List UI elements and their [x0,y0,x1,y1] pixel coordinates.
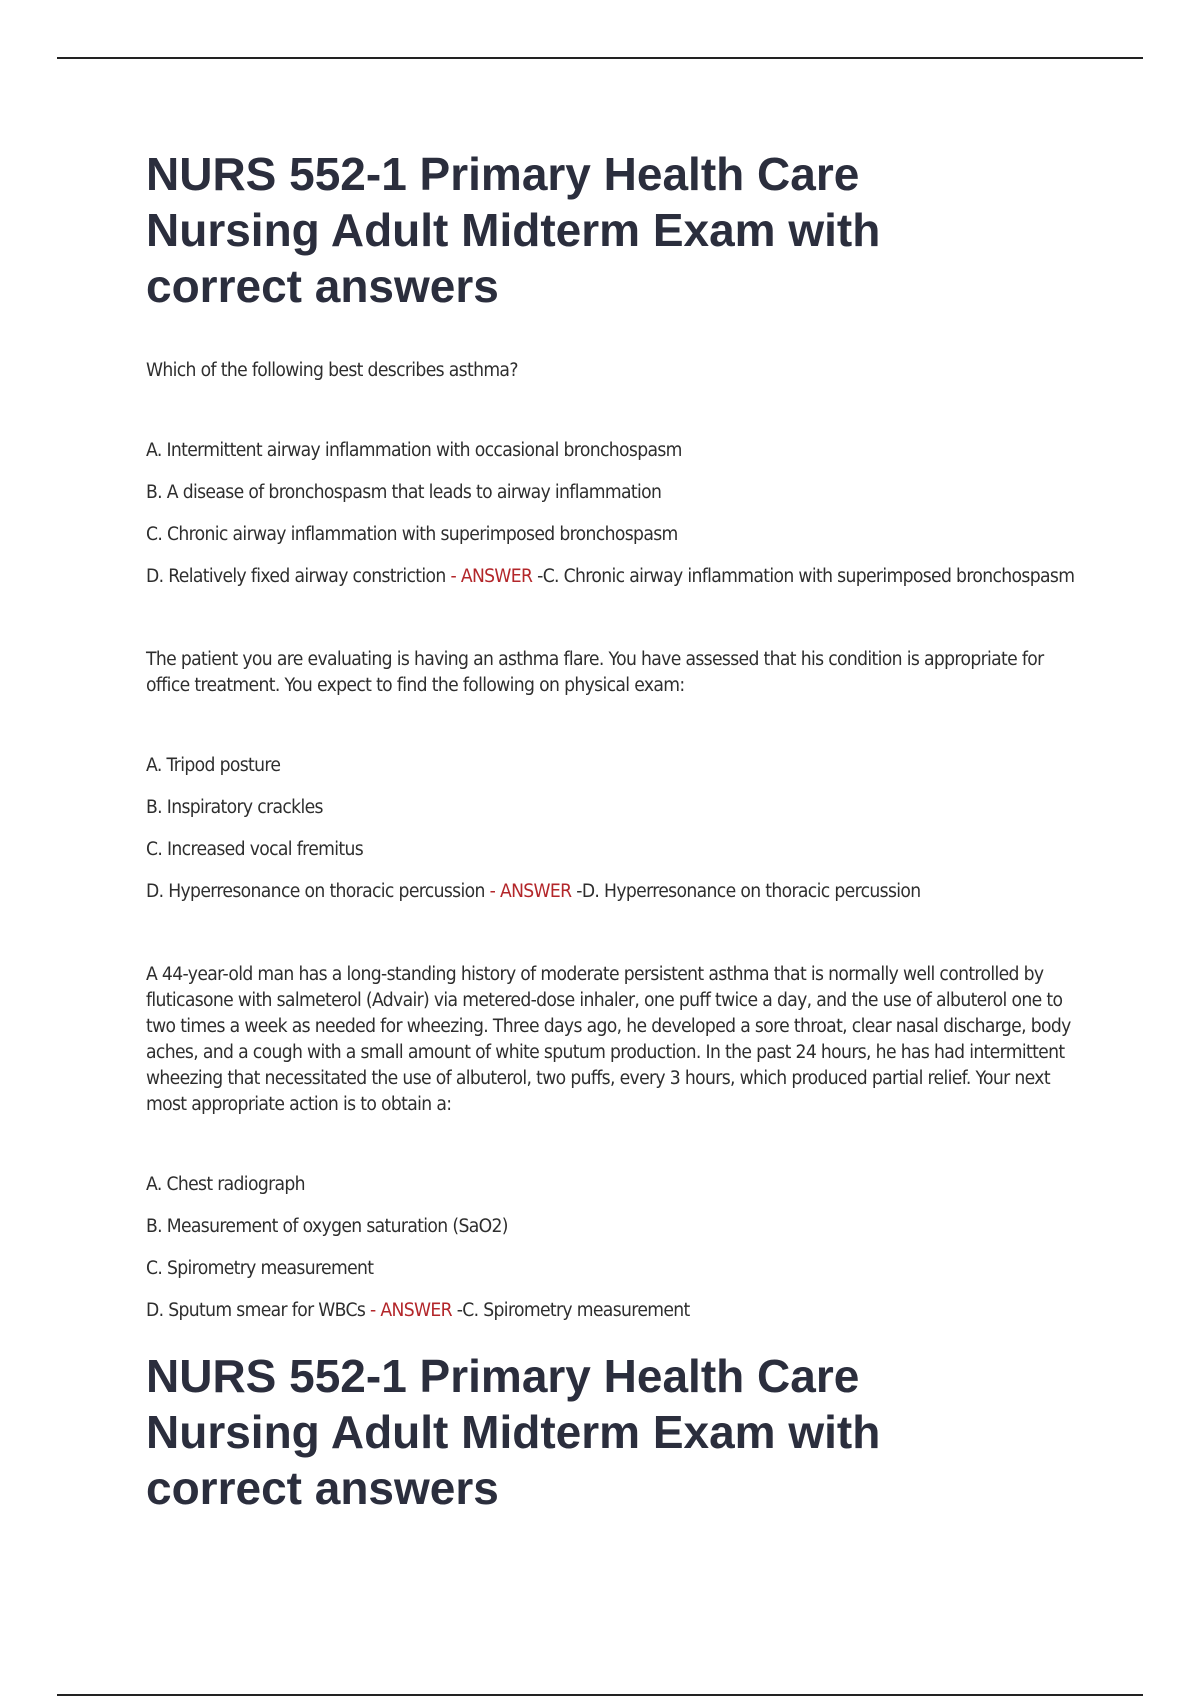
page-title: NURS 552-1 Primary Health Care Nursing Adult Midterm Exam with correct answers [146,148,881,312]
question-block-1 [146,358,1106,590]
option-list [146,1172,1106,1324]
answer-label: ANSWER [380,1300,452,1321]
option-a: A. Tripod posture [146,755,281,776]
answer-separator: - [445,566,461,587]
option-d: D. Hyperresonance on thoracic percussion [146,881,485,902]
option-c: C. Chronic airway inflammation with superimposed bronchospasm [146,524,678,545]
answer-text: -C. Chronic airway inflammation with superimposed bronchospasm [532,566,1075,587]
option-d-with-answer [146,879,1039,905]
bottom-rule [57,1694,1143,1696]
question-prompt: A 44-year-old man has a long-standing history of moderate persistent asthma that is normally well controlled by fluticasone with salmeterol (Advair) via metered-dose inhaler, one puff twice a day, and the use of albuterol one to two times a week as needed for wheezing. Three days ago, he developed a sore throat, clear nasal discharge, body aches, and a cough with a small amount of white sputum production. In the past 24 hours, he has had intermittent wheezing that necessitated the use of albuterol, two puffs, every 3 hours, which produced partial relief. Your next most appropriate action is to obtain a: [146,964,1071,1115]
option-b: B. Measurement of oxygen saturation (SaO2) [146,1216,508,1237]
option-a: A. Chest radiograph [146,1174,305,1195]
option-d-with-answer [146,564,1075,590]
answer-label: ANSWER [499,881,572,902]
top-rule [57,57,1143,59]
option-d-with-answer [146,1298,1039,1324]
answer-separator: - [484,881,500,902]
answer-label: ANSWER [460,566,533,587]
option-c: C. Spirometry measurement [146,1258,374,1279]
question-prompt: The patient you are evaluating is having an asthma flare. You have assessed that his condition is appropriate for office treatment. You expect to find the following on physical exam: [146,649,1044,696]
option-list [146,438,1106,590]
question-block-2 [146,647,1106,905]
repeated-page-title: NURS 552-1 Primary Health Care Nursing Adult Midterm Exam with correct answers [146,1350,881,1514]
option-b: B. Inspiratory crackles [146,797,323,818]
question-prompt: Which of the following best describes asthma? [146,360,518,381]
option-list [146,753,1106,905]
answer-separator: - [365,1300,381,1321]
document-content [146,146,1106,1516]
question-block-3 [146,962,1106,1324]
option-c: C. Increased vocal fremitus [146,839,364,860]
option-d: D. Sputum smear for WBCs [146,1300,366,1321]
answer-text: -D. Hyperresonance on thoracic percussion [571,881,921,902]
answer-text: -C. Spirometry measurement [451,1300,690,1321]
option-b: B. A disease of bronchospasm that leads to airway inflammation [146,482,662,503]
option-a: A. Intermittent airway inflammation with occasional bronchospasm [146,440,682,461]
option-d: D. Relatively fixed airway constriction [146,566,446,587]
